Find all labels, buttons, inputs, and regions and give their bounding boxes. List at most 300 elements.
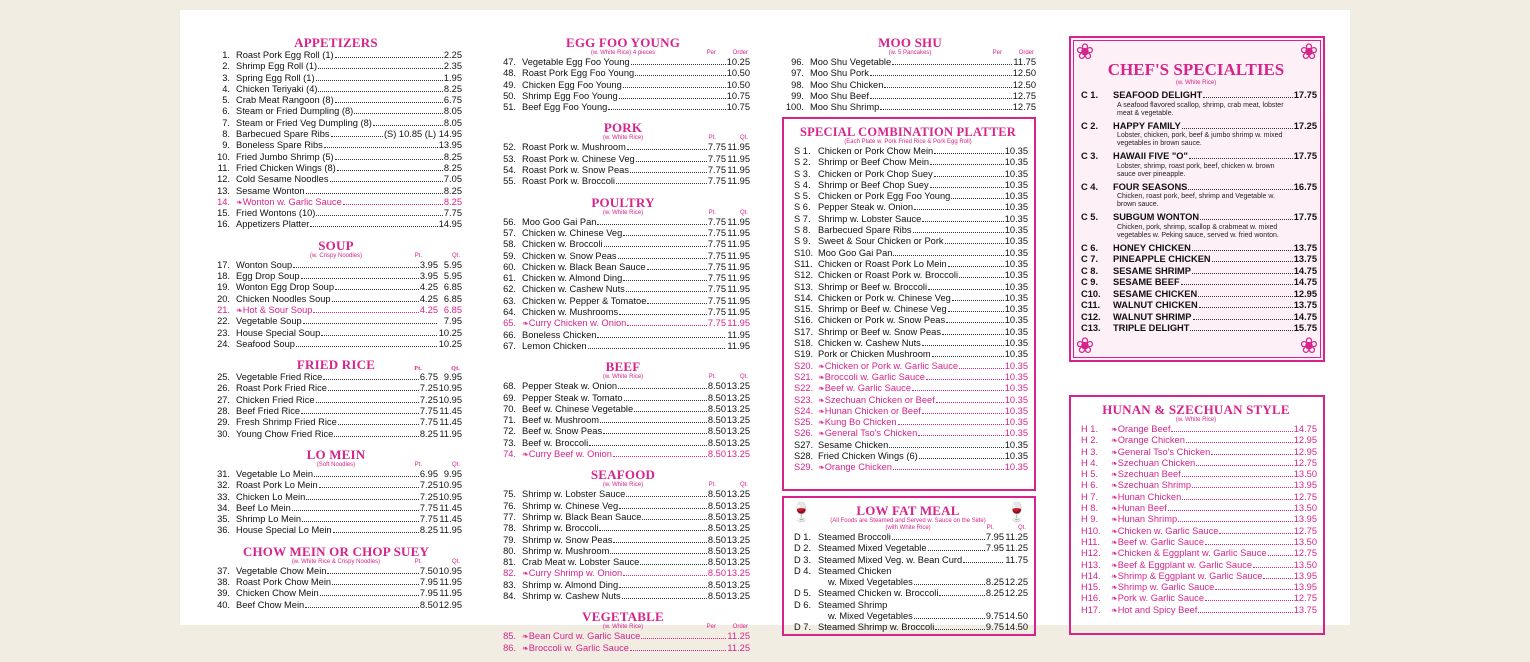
item-price: 11.25	[727, 642, 750, 653]
quart-header: Qt.	[739, 135, 748, 142]
item-number: S17.	[794, 326, 814, 337]
item-name: Shrimp or Beef w. Broccoli	[818, 281, 928, 292]
item-name: FOUR SEASONS	[1113, 181, 1188, 192]
item-name: HAPPY FAMILY	[1113, 120, 1181, 131]
section-subtitle: (w. White Rice)	[602, 209, 644, 216]
pint-price: 8.50	[707, 437, 726, 448]
item-name: PINEAPPLE CHICKEN	[1113, 254, 1211, 264]
item-number: C 9.	[1081, 277, 1099, 287]
pint-header: Pt.	[708, 135, 716, 142]
pint-price: 7.75	[419, 514, 438, 525]
dot-leader	[335, 159, 443, 160]
menu-item	[1075, 526, 1317, 537]
item-number: 40.	[217, 599, 230, 610]
pint-price: 8.25	[419, 525, 438, 536]
pint-price: 8.50	[707, 489, 726, 500]
item-price: 2.35	[443, 61, 462, 72]
item-name: Shrimp w. Snow Peas	[522, 534, 613, 545]
item-name: WALNUT CHICKEN	[1113, 300, 1198, 310]
menu-item	[788, 327, 1028, 338]
menu-item	[496, 80, 750, 91]
item-number: 34.	[217, 502, 230, 513]
dot-leader	[1198, 296, 1293, 297]
menu-item	[788, 440, 1028, 451]
quart-price: 13.25	[726, 534, 750, 545]
dot-leader	[320, 595, 419, 596]
menu-item	[788, 532, 1028, 543]
item-name: Beef w. Mushroom	[522, 415, 599, 426]
pint-price: 9.75	[985, 622, 1004, 633]
pint-price: 7.95	[419, 576, 438, 587]
dot-leader	[302, 521, 419, 522]
order-header: Order	[1018, 50, 1034, 56]
menu-item	[210, 282, 462, 293]
item-number: 68.	[503, 381, 516, 392]
pint-price: 7.75	[707, 261, 726, 272]
item-price: 10.35	[1004, 258, 1028, 269]
item-number: 98.	[791, 79, 804, 90]
quart-price: 13.25	[726, 426, 750, 437]
item-number: 64.	[503, 307, 516, 318]
item-name: HAWAII FIVE "O"	[1113, 151, 1188, 161]
dot-leader	[946, 322, 1004, 323]
item-price: 17.75	[1293, 212, 1317, 222]
item-number: 50.	[503, 90, 516, 101]
wine-glass-icon: 🍷	[1005, 502, 1028, 522]
item-name: Crab Meat w. Lobster Sauce	[522, 557, 640, 568]
item-number: 7.	[222, 117, 230, 128]
chili-pepper-icon: ❧	[1111, 436, 1118, 446]
menu-item	[1075, 571, 1317, 582]
dot-leader	[935, 629, 985, 630]
menu-item	[788, 383, 1028, 394]
quart-price: 13.25	[726, 590, 750, 601]
item-number: 74.	[503, 449, 516, 460]
dot-leader	[934, 153, 1004, 154]
item-number: 72.	[503, 426, 516, 437]
section-title: VEGETABLE	[582, 609, 664, 625]
dot-leader	[627, 149, 707, 150]
dot-leader	[306, 193, 443, 194]
item-price: 10.35	[1004, 315, 1028, 326]
quart-price: 11.95	[727, 176, 750, 187]
item-number: S25.	[794, 417, 814, 428]
item-price: 13.95	[438, 140, 462, 151]
item-price: 10.35	[1004, 179, 1028, 190]
section-title: APPETIZERS	[294, 35, 378, 50]
dot-leader	[603, 433, 707, 434]
chili-pepper-icon: ❧	[1111, 549, 1118, 559]
item-number: 47.	[503, 57, 516, 67]
dot-leader	[922, 345, 1004, 346]
dot-leader	[626, 496, 707, 497]
dot-leader	[301, 413, 419, 414]
quart-price: 9.95	[443, 372, 462, 383]
item-number: H 2.	[1081, 435, 1099, 446]
menu-item	[1075, 560, 1317, 571]
pint-price: 8.50	[707, 449, 726, 460]
item-name: SEAFOOD DELIGHT	[1113, 90, 1203, 100]
item-number: 60.	[503, 261, 516, 272]
item-number: 73.	[503, 437, 516, 448]
item-price: 12.50	[1012, 79, 1036, 90]
item-name: Fresh Shrimp Fried Rice	[236, 417, 337, 428]
item-price: 12.75	[1012, 90, 1036, 101]
item-price: 16.75	[1293, 181, 1317, 192]
pint-header: Pt.	[414, 461, 422, 468]
pint-price: 7.75	[707, 284, 726, 295]
menu-item	[210, 50, 462, 61]
section-title: LOW FAT MEAL	[856, 503, 960, 518]
menu-item	[210, 429, 462, 440]
menu-item	[496, 535, 750, 546]
item-name: Chicken w. Cashew Nuts	[818, 338, 921, 349]
quart-price: 13.25	[726, 545, 750, 556]
dot-leader	[619, 587, 707, 588]
item-price: 12.75	[1293, 491, 1317, 502]
pint-price: 8.25	[985, 588, 1004, 599]
dot-leader	[959, 277, 1004, 278]
item-number: 99.	[791, 90, 804, 101]
item-number: 3.	[222, 72, 230, 83]
item-number: C13.	[1081, 323, 1101, 333]
quart-price: 11.95	[727, 284, 750, 295]
item-name: Szechuan Chicken	[1117, 457, 1196, 468]
quart-price: 11.95	[727, 227, 750, 238]
dot-leader	[623, 575, 707, 576]
item-number: 22.	[217, 316, 230, 327]
item-number: C 8.	[1081, 265, 1099, 276]
item-price: 13.50	[1293, 559, 1317, 570]
menu-item	[788, 248, 1028, 259]
item-number: H 5.	[1081, 469, 1099, 480]
quart-price: 11.95	[727, 261, 750, 272]
item-number: 36.	[217, 525, 230, 536]
item-name: Chicken or Pork w. Garlic Sauce	[824, 360, 959, 371]
item-number: 51.	[503, 102, 516, 113]
item-number: 78.	[503, 523, 516, 534]
dot-leader	[303, 323, 437, 324]
item-number: H17.	[1081, 604, 1101, 615]
pint-price: 8.50	[419, 599, 438, 610]
quart-price: 11.25	[1005, 532, 1028, 542]
item-number: S19.	[794, 349, 814, 360]
menu-item	[788, 270, 1028, 281]
item-number: S18.	[794, 338, 814, 349]
chili-pepper-icon: ❧	[1111, 515, 1118, 525]
pint-header: Pt.	[986, 525, 994, 531]
quart-price: 13.25	[726, 523, 750, 534]
hunan-content	[1075, 403, 1317, 616]
item-number: 85.	[503, 631, 516, 642]
item-number: 13.	[217, 185, 230, 196]
beef-section	[496, 360, 750, 460]
dot-leader	[318, 91, 442, 92]
section-title: CHOW MEIN OR CHOP SUEY	[242, 543, 430, 559]
chili-pepper-icon: ❧	[818, 384, 825, 394]
item-name: Shrimp w. Lobster Sauce	[818, 213, 922, 224]
pint-price: 8.50	[707, 403, 726, 414]
item-name: Hot & Sour Soup	[242, 304, 313, 315]
menu-item	[496, 591, 750, 602]
column-3	[784, 36, 1036, 121]
dot-leader	[914, 584, 985, 585]
menu-item	[496, 57, 750, 68]
dot-leader	[623, 280, 707, 281]
item-number: 57.	[503, 227, 516, 238]
item-number: 28.	[217, 406, 230, 417]
item-price: 14.75	[1293, 277, 1317, 287]
menu-item	[788, 236, 1028, 247]
per-header: Per	[706, 624, 716, 631]
floral-corner-icon: ❀	[1075, 39, 1095, 64]
dot-leader	[616, 183, 707, 184]
pint-price: 7.75	[707, 153, 726, 164]
menu-item	[210, 219, 462, 230]
dot-leader	[604, 246, 707, 247]
quart-price: 11.95	[727, 153, 750, 164]
pint-header: Pt.	[708, 374, 716, 381]
dot-leader	[1178, 521, 1293, 522]
chili-pepper-icon: ❧	[1111, 571, 1118, 581]
item-name: Chicken or Pork Chow Mein	[818, 146, 934, 156]
item-name: Chicken Egg Foo Young	[522, 79, 622, 90]
menu-item	[210, 372, 462, 383]
menu-item	[496, 176, 750, 187]
item-price: 10.35	[1004, 236, 1028, 247]
menu-item	[784, 68, 1036, 79]
dot-leader	[951, 198, 1003, 199]
item-name: Shrimp w. Almond Ding	[522, 579, 619, 590]
item-price: 13.50	[1293, 469, 1317, 480]
dot-leader	[1205, 544, 1293, 545]
item-price: 12.95	[1293, 435, 1317, 446]
quart-price: 6.85	[443, 282, 462, 293]
pint-price: 7.75	[707, 176, 726, 187]
chili-pepper-icon: ❧	[1111, 583, 1118, 593]
item-number: 69.	[503, 392, 516, 403]
item-number: 14.	[217, 196, 230, 207]
item-name: Chicken or Roast Pork Lo Mein	[818, 258, 947, 269]
item-name: Steam or Fried Dumpling (8)	[236, 106, 354, 117]
item-name: HONEY CHICKEN	[1113, 242, 1191, 253]
section-subtitle: (Each Plate w. Pork Fried Rice & Pork Egg Roll)	[844, 139, 972, 145]
dot-leader	[337, 170, 443, 171]
chili-pepper-icon: ❧	[1111, 470, 1118, 480]
section-subtitle: (w. White Rice)	[1175, 417, 1217, 423]
chili-pepper-icon: ❧	[1111, 458, 1118, 468]
item-price: 10.35	[1004, 281, 1028, 292]
per-header: Per	[706, 50, 716, 56]
dot-leader	[373, 125, 443, 126]
item-price: 13.50	[1293, 503, 1317, 514]
dot-leader	[292, 510, 419, 511]
item-number: H 4.	[1081, 457, 1099, 468]
item-name: Pork w. Garlic Sauce	[1117, 593, 1204, 604]
item-price: 10.35	[1004, 191, 1028, 202]
item-name: Beef w. Garlic Sauce	[824, 383, 911, 394]
menu-item	[788, 315, 1028, 326]
item-number: C 2.	[1081, 120, 1099, 131]
dot-leader	[334, 436, 419, 437]
item-name: Chicken or Pork w. Chinese Veg	[818, 292, 951, 303]
menu-item	[788, 293, 1028, 304]
menu-item	[788, 588, 1028, 599]
item-number: S 4.	[794, 179, 811, 190]
item-number: S21.	[794, 371, 814, 382]
item-name: Chicken Lo Mein	[236, 491, 306, 502]
item-price: 10.35	[1004, 428, 1028, 439]
pint-price: 7.75	[419, 406, 438, 417]
menu-item	[788, 451, 1028, 462]
dot-leader	[1182, 476, 1293, 477]
item-name: Steam or Fried Veg Dumpling (8)	[236, 117, 372, 128]
item-name: w. Mixed Vegetables	[828, 577, 913, 588]
menu-item	[1075, 182, 1317, 194]
section-subtitle: (All Foods are Steamed and Served w. Sauce on the Side)	[830, 518, 986, 524]
item-number: S22.	[794, 383, 814, 394]
item-number: 56.	[503, 216, 516, 227]
section-title: MOO SHU	[878, 35, 942, 50]
item-price: 10.35	[1004, 451, 1028, 462]
dot-leader	[343, 204, 443, 205]
menu-item	[1075, 593, 1317, 604]
item-name: Egg Drop Soup	[236, 271, 300, 282]
section-subtitle: (w. Crispy Noodles)	[309, 252, 362, 259]
item-name: Moo Shu Beef	[810, 90, 869, 101]
quart-price: 10.95	[438, 394, 462, 405]
combination-platter-content	[788, 125, 1028, 474]
item-name: SESAME SHRIMP	[1113, 265, 1192, 276]
dot-leader	[608, 109, 725, 110]
item-number: 62.	[503, 284, 516, 295]
quart-price: 5.95	[443, 259, 462, 270]
menu-item	[496, 307, 750, 318]
item-description: A seafood flavored scallop, shrimp, crab meat, lobster meat & vegetable.	[1117, 101, 1284, 117]
item-number: 76.	[503, 500, 516, 511]
dot-leader	[932, 356, 1004, 357]
dot-leader	[331, 136, 383, 137]
dot-leader	[619, 314, 707, 315]
item-price: 8.05	[443, 106, 462, 117]
pork-section	[496, 121, 750, 187]
quart-price: 10.95	[438, 565, 462, 576]
menu-item	[210, 600, 462, 611]
item-name: Beef w. Snow Peas	[522, 426, 603, 437]
column-1	[210, 36, 462, 619]
item-number: C 5.	[1081, 212, 1099, 222]
item-number: S13.	[794, 281, 814, 292]
item-name: Shrimp Egg Foo Young	[522, 90, 618, 101]
dot-leader	[919, 458, 1004, 459]
item-name: Roast Pork w. Broccoli	[522, 176, 616, 187]
item-price: 10.35	[1004, 304, 1028, 315]
section-title: CHEF'S SPECIALTIES	[1107, 60, 1285, 79]
quart-price: 11.95	[727, 318, 750, 329]
dot-leader	[597, 224, 706, 225]
item-description: Chicken, pork, shrimp, scallop & crabmeat w. mixed vegetables w. Peking sauce, served w. fried wonton.	[1117, 223, 1279, 239]
pint-price: 7.75	[707, 239, 726, 250]
item-name: Beef Chow Mein	[236, 599, 305, 610]
order-header: Order	[732, 624, 748, 631]
item-price: 10.35	[1004, 394, 1028, 405]
menu-item	[1075, 424, 1317, 435]
item-price: 10.35	[1004, 338, 1028, 349]
item-name: Boneless Spare Ribs	[236, 140, 323, 151]
dot-leader	[324, 147, 438, 148]
menu-item	[496, 318, 750, 329]
item-number: 24.	[217, 338, 230, 349]
item-number: 10.	[217, 151, 230, 162]
item-number: 55.	[503, 176, 516, 187]
menu-item	[784, 91, 1036, 102]
item-description: Chicken, roast pork, beef, shrimp and Vegetable w. brown sauce.	[1117, 193, 1275, 208]
dot-leader	[1182, 499, 1292, 500]
pint-price: 6.95	[419, 468, 438, 479]
quart-price: 11.25	[1005, 543, 1028, 554]
item-number: 82.	[503, 568, 516, 579]
menu-item	[1075, 469, 1317, 480]
menu-item	[496, 239, 750, 250]
pint-price: 7.25	[419, 491, 438, 502]
item-name: Shrimp or Beef Chow Mein	[818, 157, 930, 168]
section-title: POULTRY	[591, 194, 655, 210]
menu-item	[788, 349, 1028, 360]
item-number: 25.	[217, 372, 230, 383]
quart-price: 11.45	[439, 406, 462, 417]
pint-price: 7.75	[707, 318, 726, 329]
item-name: Roast Pork Fried Rice	[236, 383, 327, 394]
section-title: BEEF	[605, 359, 641, 375]
item-number: 19.	[217, 282, 230, 293]
menu-item	[210, 316, 462, 327]
item-number: S 6.	[794, 202, 811, 213]
menu-item	[496, 404, 750, 415]
item-price: 2.25	[443, 50, 462, 60]
dot-leader	[952, 300, 1004, 301]
item-name: Chicken Teriyaki (4)	[236, 83, 318, 94]
pint-price: 8.50	[707, 568, 726, 579]
item-number: 70.	[503, 403, 516, 414]
item-price: 8.25	[443, 185, 462, 196]
chili-pepper-icon: ❧	[1111, 526, 1118, 536]
item-name: TRIPLE DELIGHT	[1113, 323, 1190, 333]
dot-leader	[338, 424, 419, 425]
menu-item	[496, 217, 750, 228]
quart-price: 11.95	[727, 329, 750, 340]
pint-price: 4.25	[419, 293, 438, 304]
item-number: 29.	[217, 417, 230, 428]
item-name: Steamed Broccoli	[818, 532, 891, 542]
menu-item	[210, 328, 462, 339]
pint-price: 3.95	[419, 271, 438, 282]
quart-price: 7.95	[443, 316, 462, 327]
item-name: Appetizers Platter	[236, 219, 310, 230]
menu-item	[496, 546, 750, 557]
menu-item	[210, 480, 462, 491]
hunan-szechuan-box	[1069, 395, 1325, 635]
quart-header: Qt.	[1017, 525, 1026, 531]
dot-leader	[912, 390, 1004, 391]
menu-item	[788, 395, 1028, 406]
item-number: 27.	[217, 394, 230, 405]
quart-price: 13.25	[726, 568, 750, 579]
item-price: 10.35	[1004, 405, 1028, 416]
dot-leader	[948, 311, 1004, 312]
item-name: Curry Beef w. Onion	[528, 449, 612, 460]
item-number: 58.	[503, 239, 516, 250]
item-number: S16.	[794, 315, 814, 326]
